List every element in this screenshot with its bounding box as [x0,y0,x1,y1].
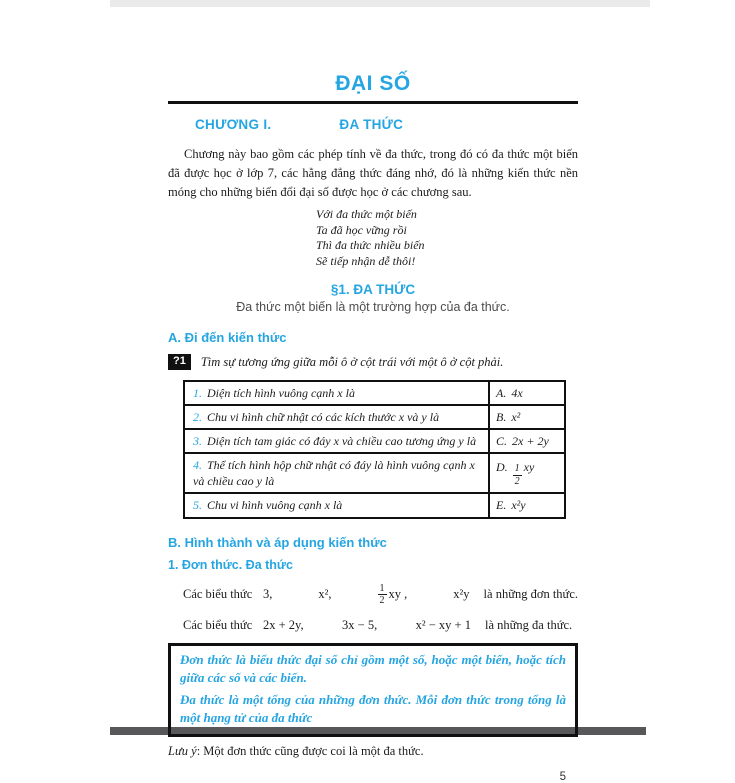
exercise-1 [168,354,578,370]
fraction-denominator: 2 [379,595,385,607]
match-right-cell: E. x²y [489,493,565,517]
match-right-cell: B. x² [489,405,565,429]
chapter-title: ĐA THỨC [339,117,404,132]
row-number: 2. [193,409,205,424]
exercise-badge: ?1 [168,354,191,370]
verse-line: Ta đã học vững rồi [316,222,407,237]
table-row [184,453,565,493]
example-items [263,583,470,607]
option-letter: C. [496,433,511,448]
match-table-body [184,381,565,518]
example-label: Các biểu thức [183,617,253,632]
expression: 3x − 5, [342,617,378,632]
option-letter: D. [496,460,511,475]
book-top-edge [110,0,650,7]
expression: x² − xy + 1 [415,617,471,632]
part-b-subheading: 1. Đơn thức. Đa thức [168,557,293,572]
row-number: 5. [193,498,205,513]
expression: x², [318,587,332,602]
page-title: ĐẠI SỐ [335,72,411,95]
expression: 2x + 2y, [263,617,304,632]
verse-line: Sẽ tiếp nhận dễ thôi! [316,253,416,268]
match-left-cell: 4. Thể tích hình hộp chữ nhật có đáy là hình vuông cạnh x và chiều cao y là [184,453,489,493]
chapter-label: CHƯƠNG I. [195,117,272,132]
example-label: Các biểu thức [183,587,253,602]
match-left-cell: 2. Chu vi hình chữ nhật có các kích thước x và y là [184,405,489,429]
example-suffix: là những đơn thức. [483,587,578,602]
row-number: 1. [193,385,205,400]
row-number: 4. [193,458,205,473]
example-suffix: là những đa thức. [485,617,573,632]
match-left-cell: 5. Chu vi hình vuông cạnh x là [184,493,489,517]
expression: 3, [263,587,273,602]
option-letter: A. [496,385,510,400]
definition-polynomial: Đa thức là một tổng của những đơn thức. Mỗi đơn thức trong tổng là một hạng tử của đa thức [180,692,566,726]
note-label: Lưu ý [168,744,197,759]
definition-box [168,643,578,738]
page-number: 5 [559,771,566,783]
expression: x²y [453,587,470,602]
table-row [184,381,565,405]
fraction-denominator: 2 [514,475,520,487]
definition-monomial: Đơn thức là biểu thức đại số chỉ gồm một số, hoặc một biến, hoặc tích giữa các số và các biến. [180,651,566,685]
match-right-cell: A. 4x [489,381,565,405]
option-letter: E. [496,498,510,513]
part-b-heading: B. Hình thành và áp dụng kiến thức [168,534,387,550]
verse-line: Thì đa thức nhiều biến [316,238,425,253]
note [168,744,578,759]
intro-paragraph: Chương này bao gồm các phép tính về đa thức, trong đó có đa thức một biến đã được học ở lớp 7, các hằng đẳng thức đáng nhớ, đó là những kiến thức nền móng cho những biến đổi đại số được học ở các chương sau. [168,147,578,199]
page-content [168,72,578,783]
matching-table [183,380,566,519]
table-row [184,493,565,517]
fraction-numerator: 1 [514,463,520,475]
row-number: 3. [193,433,205,448]
example-items [263,618,471,633]
match-left-cell: 3. Diện tích tam giác có đáy x và chiều cao tương ứng y là [184,429,489,453]
chapter-heading [195,117,578,132]
match-right-cell: C. 2x + 2y [489,429,565,453]
exercise-text: Tìm sự tương ứng giữa mỗi ô ở cột trái với một ô ở cột phải. [200,355,504,370]
expression: $\frac{1}{2}$ xy , [379,582,408,607]
verse-line: Với đa thức một biến [316,207,417,222]
match-right-cell: D. $\frac{1}{2}$ xy [489,453,565,493]
table-row [184,429,565,453]
section-subtitle: Đa thức một biến là một trường hợp của đa thức. [236,300,510,315]
title-rule [168,101,578,104]
part-a-heading: A. Đi đến kiến thức [168,330,287,346]
example-line [183,618,578,633]
fraction [378,583,387,607]
verse [316,207,578,269]
option-letter: B. [496,409,510,424]
match-left-cell: 1. Diện tích hình vuông cạnh x là [184,381,489,405]
section-title: §1. ĐA THỨC [330,282,416,298]
table-row [184,405,565,429]
note-text: : Một đơn thức cũng được coi là một đa thức. [196,744,424,759]
fraction [513,463,522,487]
example-line [183,583,578,607]
fraction-numerator: 1 [379,582,385,594]
